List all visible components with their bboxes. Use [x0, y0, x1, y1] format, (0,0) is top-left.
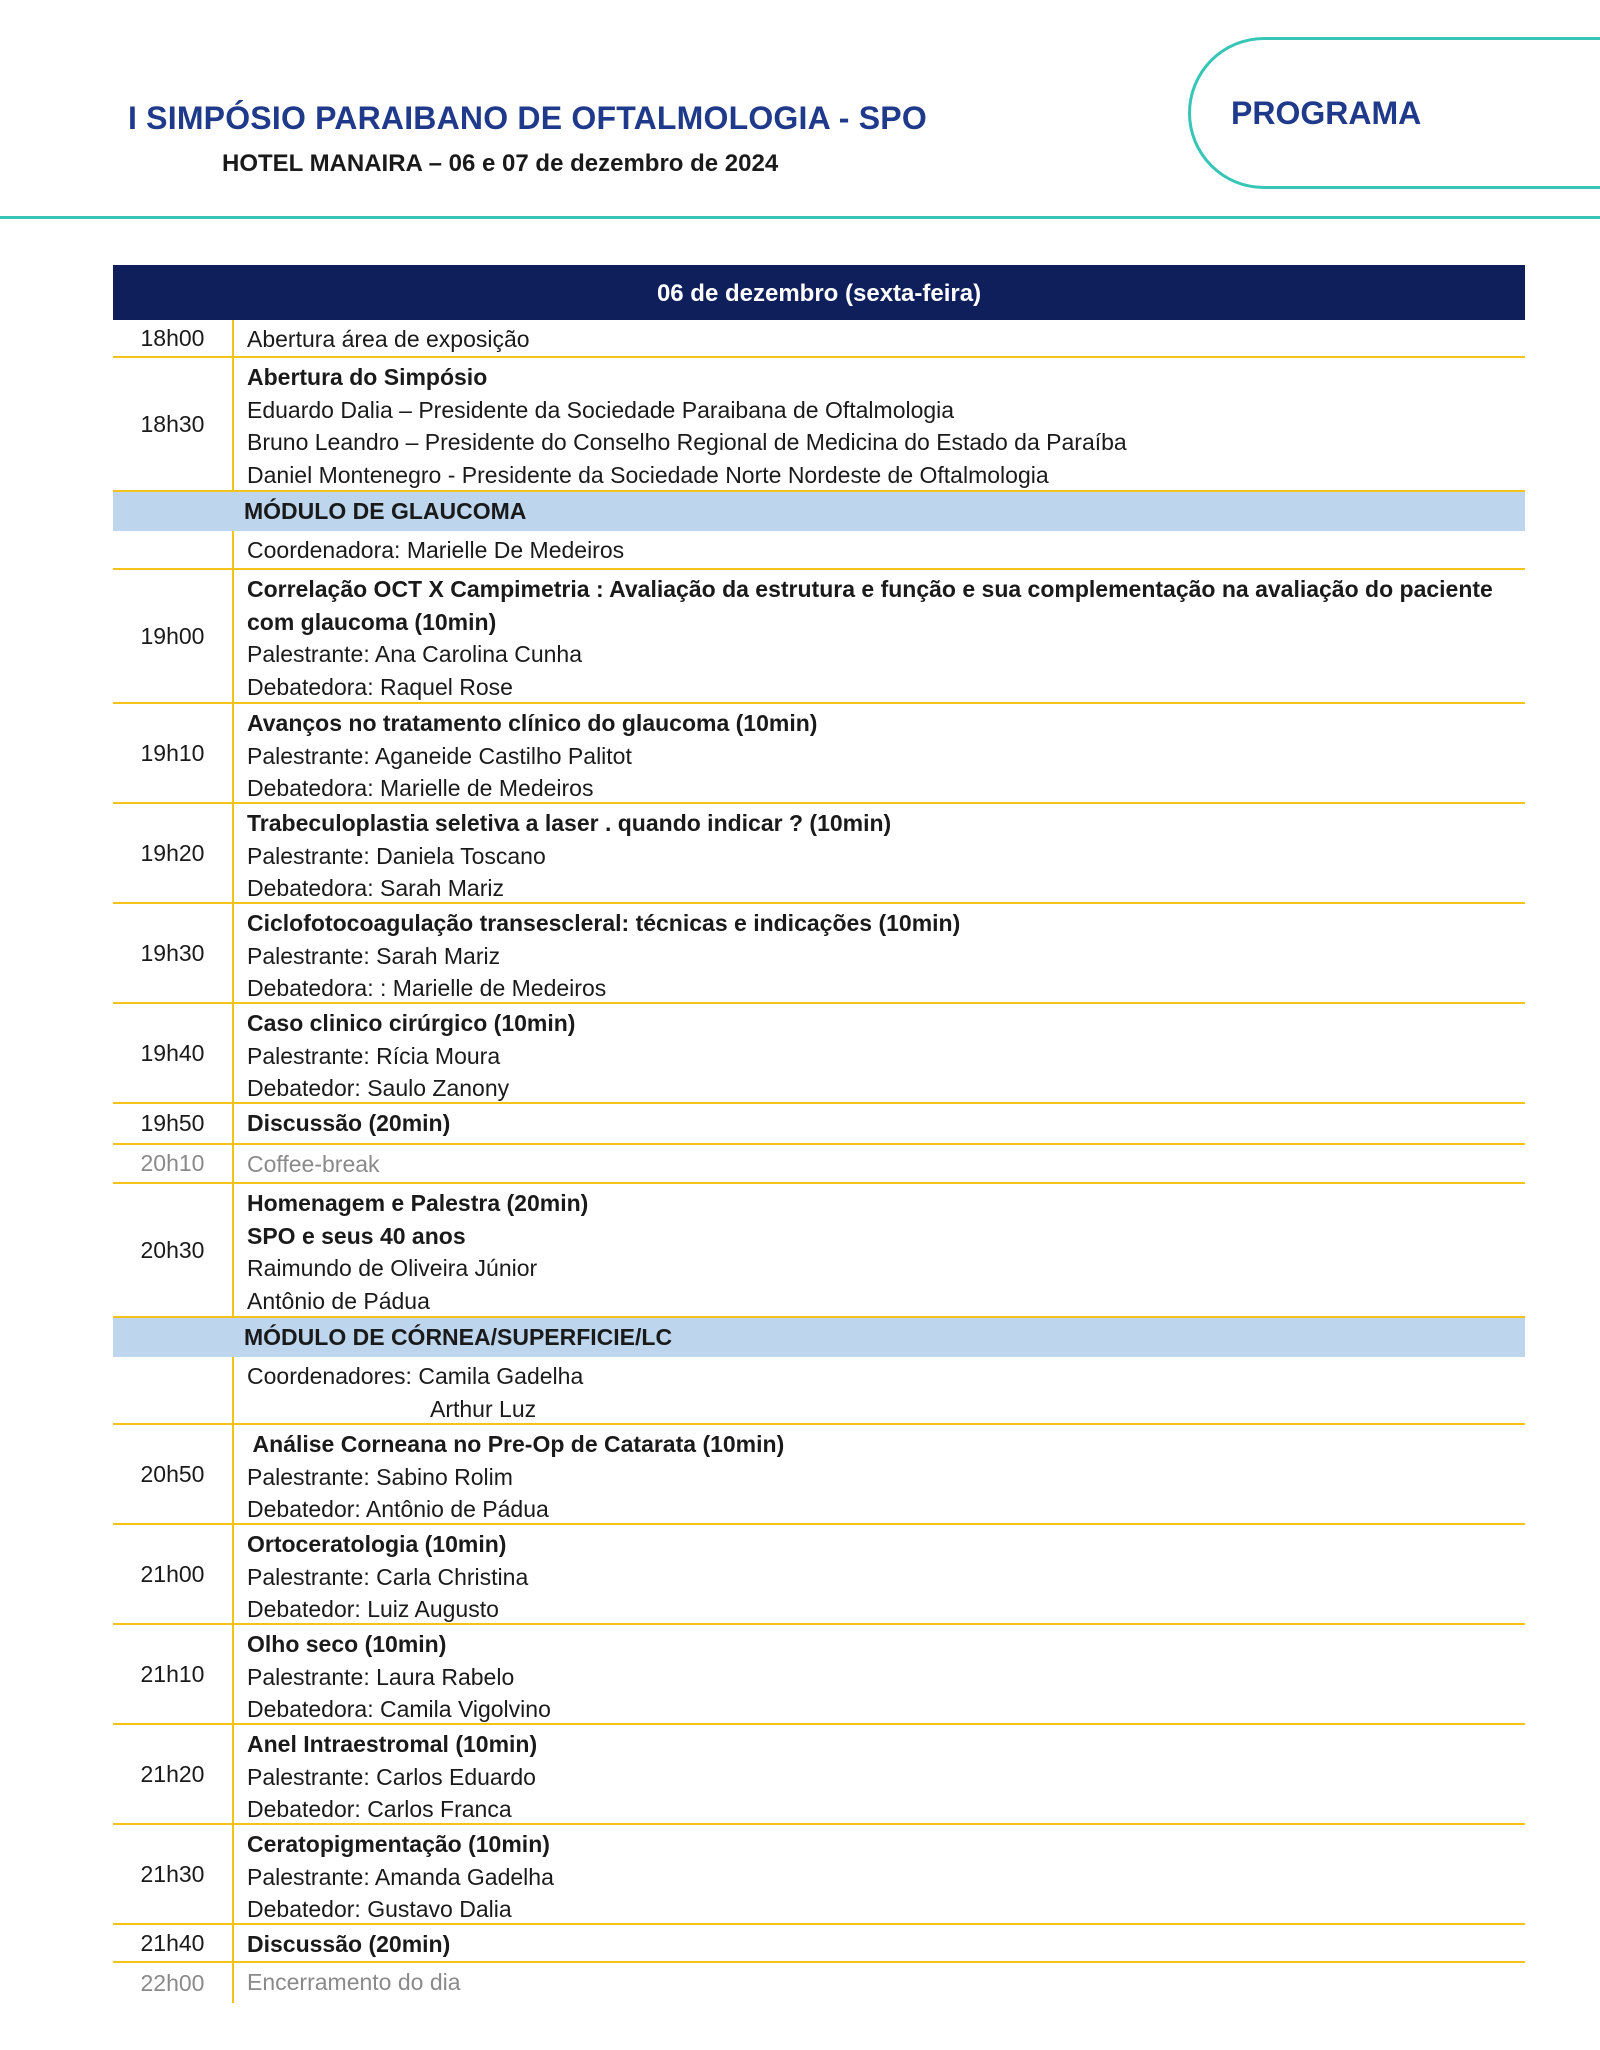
row-line: Debatedora: Camila Vigolvino [247, 1696, 551, 1723]
row-time: 19h00 [113, 570, 234, 702]
row-title: Ciclofotocoagulação transescleral: técnicas e indicações (10min) [247, 910, 961, 936]
row-time: 20h30 [113, 1184, 234, 1316]
row-time [113, 531, 234, 568]
row-title: Discussão (20min) [247, 1110, 451, 1136]
row-content [234, 804, 1525, 902]
row-time: 19h40 [113, 1004, 234, 1102]
row-line: Coordenadores: Camila Gadelha [247, 1363, 584, 1389]
schedule-row [113, 804, 1525, 904]
row-line: Debatedor: Antônio de Pádua [247, 1496, 549, 1523]
row-content [234, 1145, 1525, 1182]
row-title: Análise Corneana no Pre-Op de Catarata (10min) [247, 1431, 785, 1457]
row-line: Debatedor: Saulo Zanony [247, 1075, 510, 1102]
row-title: Olho seco (10min) [247, 1631, 447, 1657]
program-badge-label: PROGRAMA [1231, 95, 1422, 131]
row-content [234, 1104, 1525, 1143]
row-time: 22h00 [113, 1963, 234, 2003]
row-content [234, 1925, 1525, 1961]
row-time: 21h40 [113, 1925, 234, 1961]
schedule-row [113, 1963, 1525, 2003]
row-time: 19h10 [113, 704, 234, 802]
row-line: Debatedor: Carlos Franca [247, 1796, 512, 1823]
schedule-row [113, 1357, 1525, 1425]
row-line: Bruno Leandro – Presidente do Conselho Regional de Medicina do Estado da Paraíba [247, 429, 1127, 456]
schedule-row [113, 904, 1525, 1004]
row-line: Palestrante: Rícia Moura [247, 1042, 501, 1069]
row-line: Daniel Montenegro - Presidente da Sociedade Norte Nordeste de Oftalmologia [247, 462, 1049, 489]
schedule-row [113, 1145, 1525, 1184]
event-title: I SIMPÓSIO PARAIBANO DE OFTALMOLOGIA - SPO [128, 100, 927, 136]
module-label: MÓDULO DE GLAUCOMA [244, 498, 527, 524]
module-header [113, 492, 1525, 531]
row-title: Anel Intraestromal (10min) [247, 1731, 538, 1757]
schedule-row [113, 1004, 1525, 1104]
row-time: 19h30 [113, 904, 234, 1002]
schedule-row [113, 1104, 1525, 1145]
row-time: 18h00 [113, 320, 234, 356]
row-time [113, 1357, 234, 1423]
schedule-row [113, 570, 1525, 704]
row-line: Coordenadora: Marielle De Medeiros [247, 537, 625, 563]
row-line: Coffee-break [247, 1151, 380, 1177]
row-content [234, 1004, 1525, 1102]
schedule-row [113, 1625, 1525, 1725]
row-line: Abertura área de exposição [247, 326, 530, 352]
row-content [234, 1525, 1525, 1623]
row-time: 21h10 [113, 1625, 234, 1723]
row-content [234, 570, 1525, 702]
schedule-row [113, 1925, 1525, 1963]
row-time: 20h50 [113, 1425, 234, 1523]
event-subtitle: HOTEL MANAIRA – 06 e 07 de dezembro de 2024 [222, 150, 779, 177]
row-title: Homenagem e Palestra (20min) [247, 1190, 589, 1216]
row-content [234, 531, 1525, 568]
row-title: Caso clinico cirúrgico (10min) [247, 1010, 576, 1036]
schedule-row [113, 531, 1525, 570]
row-line: Debatedora: Marielle de Medeiros [247, 775, 594, 802]
row-line: Palestrante: Carlos Eduardo [247, 1763, 536, 1790]
row-time: 19h20 [113, 804, 234, 902]
row-line: Palestrante: Amanda Gadelha [247, 1863, 554, 1890]
schedule-row [113, 320, 1525, 358]
row-line: Debatedor: Luiz Augusto [247, 1596, 499, 1623]
schedule-row [113, 1184, 1525, 1318]
row-content [234, 320, 1525, 356]
row-line: Encerramento do dia [247, 1969, 461, 1995]
row-line: Debatedora: Sarah Mariz [247, 875, 504, 902]
row-time: 19h50 [113, 1104, 234, 1143]
day-header: 06 de dezembro (sexta-feira) [113, 265, 1525, 320]
row-line: Eduardo Dalia – Presidente da Sociedade Paraibana de Oftalmologia [247, 396, 955, 423]
row-line: Raimundo de Oliveira Júnior [247, 1255, 538, 1282]
header-divider [0, 216, 1600, 219]
row-line: Palestrante: Laura Rabelo [247, 1663, 515, 1690]
row-title: Abertura do Simpósio [247, 364, 488, 390]
schedule-row [113, 1725, 1525, 1825]
row-content [234, 1825, 1525, 1923]
row-line: Palestrante: Sabino Rolim [247, 1463, 513, 1490]
row-line: Palestrante: Sarah Mariz [247, 942, 501, 969]
row-title: Ortoceratologia (10min) [247, 1531, 507, 1557]
schedule-row [113, 358, 1525, 492]
module-header [113, 1318, 1525, 1357]
row-title: Avanços no tratamento clínico do glaucoma (10min) [247, 710, 818, 736]
row-content [234, 1963, 1525, 2003]
row-content [234, 1425, 1525, 1523]
schedule-table [113, 265, 1525, 2003]
row-line: Debatedora: : Marielle de Medeiros [247, 975, 607, 1002]
row-title: Discussão (20min) [247, 1931, 451, 1957]
row-line: Debatedora: Raquel Rose [247, 674, 513, 701]
row-content [234, 1357, 1525, 1423]
row-subtitle: SPO e seus 40 anos [247, 1222, 466, 1249]
row-line: Arthur Luz [430, 1395, 537, 1422]
row-content [234, 1725, 1525, 1823]
schedule-row [113, 704, 1525, 804]
row-content [234, 358, 1525, 490]
row-line: Palestrante: Aganeide Castilho Palitot [247, 742, 632, 769]
schedule-row [113, 1425, 1525, 1525]
row-time: 21h30 [113, 1825, 234, 1923]
row-title: Correlação OCT X Campimetria : Avaliação da estrutura e função e sua complementação na avaliação do paciente com glaucoma (10min) [247, 576, 1493, 635]
row-time: 21h00 [113, 1525, 234, 1623]
schedule-row [113, 1825, 1525, 1925]
row-line: Palestrante: Daniela Toscano [247, 842, 546, 869]
module-label: MÓDULO DE CÓRNEA/SUPERFICIE/LC [244, 1324, 673, 1350]
row-title: Trabeculoplastia seletiva a laser . quando indicar ? (10min) [247, 810, 892, 836]
row-content [234, 704, 1525, 802]
row-line: Antônio de Pádua [247, 1288, 430, 1315]
schedule-row [113, 1525, 1525, 1625]
row-line: Debatedor: Gustavo Dalia [247, 1896, 512, 1923]
row-content [234, 904, 1525, 1002]
row-line: Palestrante: Ana Carolina Cunha [247, 641, 582, 668]
row-time: 18h30 [113, 358, 234, 490]
row-line: Palestrante: Carla Christina [247, 1563, 529, 1590]
row-content [234, 1184, 1525, 1316]
row-time: 21h20 [113, 1725, 234, 1823]
row-title: Ceratopigmentação (10min) [247, 1831, 550, 1857]
row-content [234, 1625, 1525, 1723]
row-time: 20h10 [113, 1145, 234, 1182]
